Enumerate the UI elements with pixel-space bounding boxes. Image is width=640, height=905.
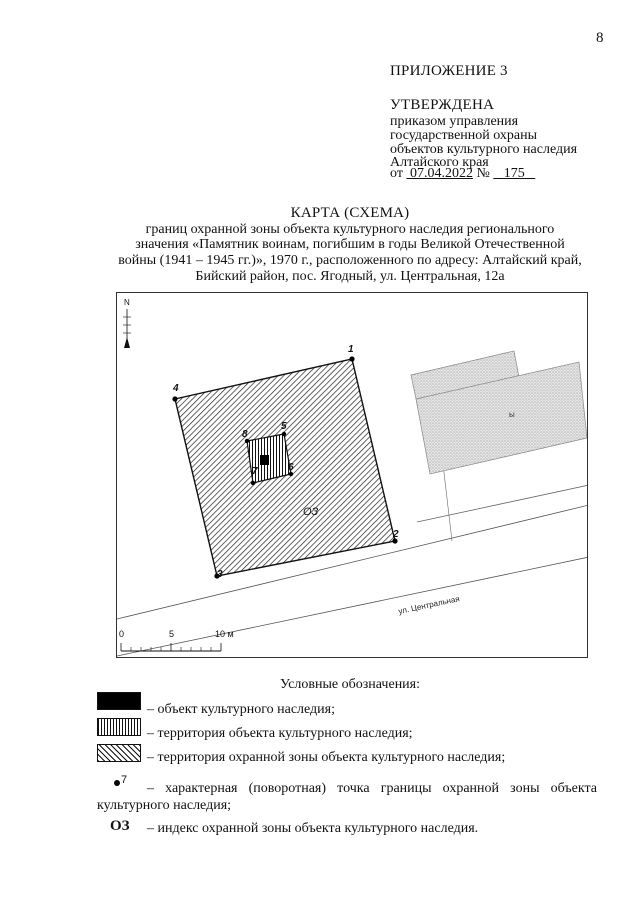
appendix-label: ПРИЛОЖЕНИЕ 3 bbox=[390, 63, 508, 79]
order-line: объектов культурного наследия bbox=[390, 142, 578, 157]
point-label-6: 6 bbox=[288, 462, 294, 473]
number-prefix: № bbox=[476, 166, 490, 181]
map-frame bbox=[116, 292, 588, 658]
heritage-object bbox=[260, 455, 269, 465]
legend-text-heritage-territory: – территория объекта культурного наследия; bbox=[147, 726, 413, 741]
date-prefix: от bbox=[390, 166, 403, 181]
map-description-line: Бийский район, пос. Ягодный, ул. Центральная, 12а bbox=[195, 269, 505, 284]
order-date bbox=[390, 166, 535, 182]
point-label-4: 4 bbox=[173, 383, 179, 394]
order-line: государственной охраны bbox=[390, 128, 538, 143]
point-label-8: 8 bbox=[242, 429, 248, 440]
turning-point-1 bbox=[349, 356, 354, 361]
zone-index-label: ОЗ bbox=[303, 506, 319, 518]
legend-text-heritage-object: – объект культурного наследия; bbox=[147, 702, 335, 717]
approved-label: УТВЕРЖДЕНА bbox=[390, 97, 495, 113]
scale-bar bbox=[119, 629, 234, 651]
legend-point-icon bbox=[114, 780, 120, 786]
order-line: приказом управления bbox=[390, 114, 519, 129]
order-line: Алтайского края bbox=[390, 155, 489, 170]
map-description-line: границ охранной зоны объекта культурного наследия регионального bbox=[145, 222, 555, 237]
legend-zone-index-symbol: ОЗ bbox=[110, 818, 130, 834]
turning-point-5 bbox=[282, 432, 286, 436]
legend-swatch-protection-zone bbox=[97, 744, 141, 762]
north-label: N bbox=[124, 298, 130, 307]
scale-end: 10 м bbox=[215, 629, 234, 639]
map-title: КАРТА (СХЕМА) bbox=[290, 205, 410, 221]
legend-text-turning-point: – характерная (поворотная) точка границы охранной зоны объекта bbox=[147, 781, 597, 796]
building-label: ы bbox=[509, 410, 515, 419]
point-label-2: 2 bbox=[393, 529, 399, 540]
scale-mid: 5 bbox=[169, 629, 175, 639]
legend-text-protection-zone: – территория охранной зоны объекта культурного наследия; bbox=[147, 750, 506, 765]
scale-zero: 0 bbox=[119, 629, 125, 639]
map-description-line: войны (1941 – 1945 гг.)», 1970 г., расположенного по адресу: Алтайский край, bbox=[118, 253, 582, 268]
map-scheme bbox=[117, 293, 588, 658]
parcel-line bbox=[417, 485, 588, 522]
legend-text-zone-index: – индекс охранной зоны объекта культурного наследия. bbox=[147, 821, 479, 836]
order-date-value: 07.04.2022 bbox=[409, 166, 473, 181]
point-label-3: 3 bbox=[217, 569, 223, 580]
north-arrow bbox=[123, 298, 131, 348]
legend-text-turning-point-cont: культурного наследия; bbox=[97, 798, 232, 813]
turning-point-7 bbox=[251, 481, 255, 485]
legend-title: Условные обозначения: bbox=[279, 677, 421, 692]
map-description-line: значения «Памятник воинам, погибшим в годы Великой Отечественной bbox=[135, 237, 565, 252]
order-number-value: 175 bbox=[503, 166, 525, 181]
page-number: 8 bbox=[596, 30, 604, 46]
legend-swatch-heritage-object bbox=[97, 692, 141, 710]
turning-point-4 bbox=[172, 396, 177, 401]
point-label-1: 1 bbox=[348, 344, 354, 355]
legend-point-symbol: 7 bbox=[121, 774, 128, 786]
point-label-5: 5 bbox=[281, 421, 287, 432]
legend-swatch-heritage-territory bbox=[97, 718, 141, 736]
street-label: ул. Центральная bbox=[397, 594, 461, 616]
point-label-7: 7 bbox=[252, 466, 258, 477]
street-line bbox=[117, 557, 588, 656]
